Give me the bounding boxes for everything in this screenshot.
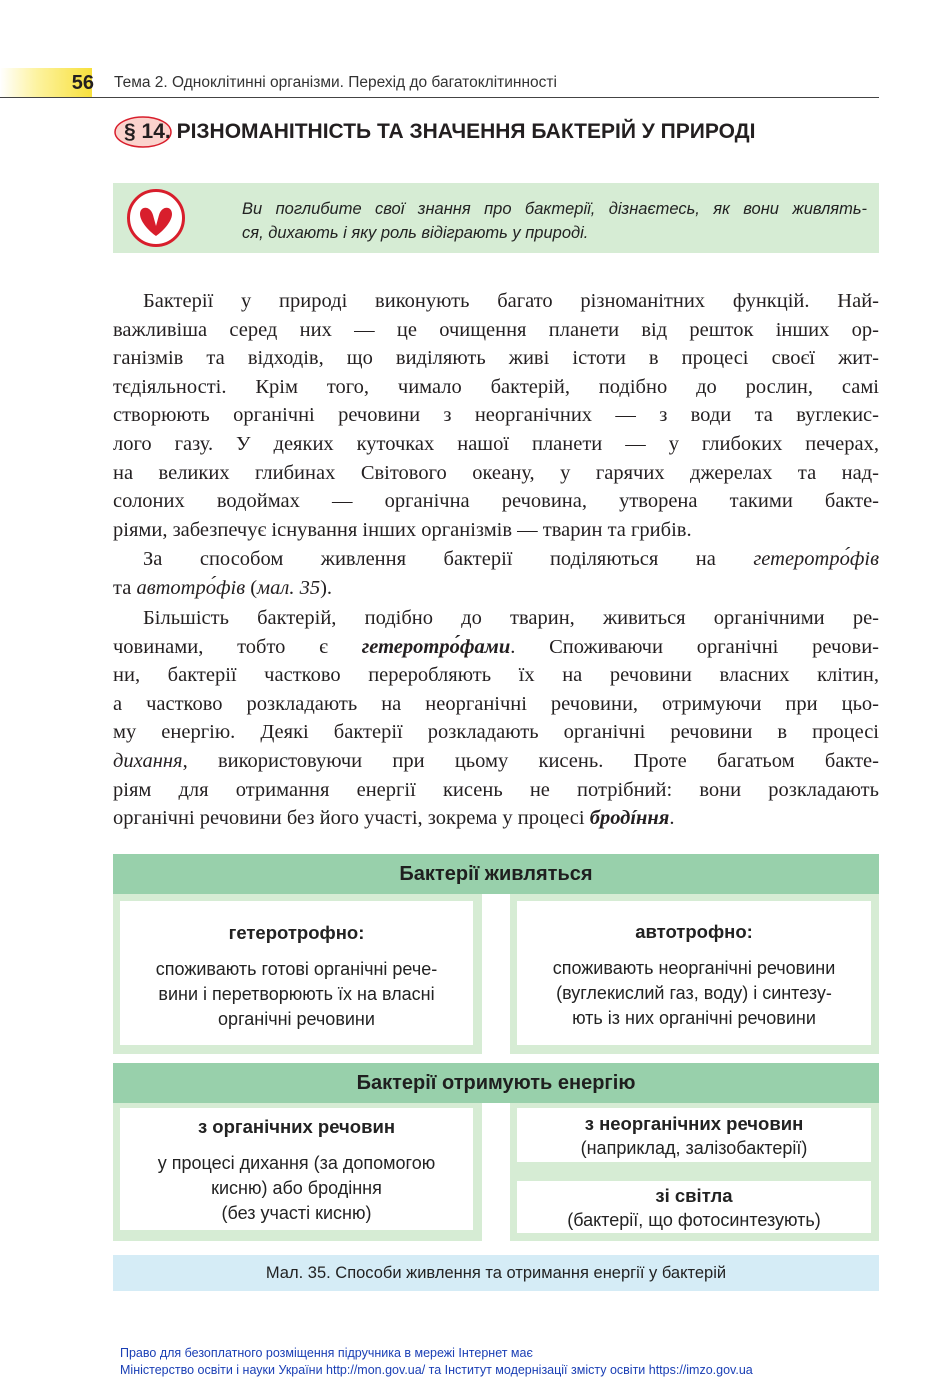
header-rule xyxy=(0,97,879,98)
text-run: За способом живлення бактерії поділяються на xyxy=(143,548,754,570)
text-run: та xyxy=(113,576,137,599)
text-line xyxy=(113,574,879,603)
inorganic-energy-card xyxy=(517,1108,871,1162)
section-heading xyxy=(124,117,755,147)
text-run: , використовуючи при цьому кисень. Проте багатьом бакте- xyxy=(182,749,879,772)
text-run: . xyxy=(669,807,675,830)
text-line: ганізмів та відходів, що виділяють живі істоти в процесі своєї жит- xyxy=(113,347,879,370)
text-run: ). xyxy=(320,576,333,599)
text-line: солоних водоймах — органічна речовина, утворена такими бакте- xyxy=(113,490,879,513)
heterotroph-card xyxy=(120,901,473,1045)
term-respiration: дихання xyxy=(113,749,183,772)
card-line: ють із них органічні речовини xyxy=(572,1008,816,1028)
text-line xyxy=(113,633,879,662)
text-run: органічні речовини без його участі, зокрема у процесі xyxy=(113,807,590,830)
text-line: Бактерії у природі виконують багато різноманітних функцій. Най- xyxy=(143,290,879,312)
text-line: створюють органічні речовини з неорганічних — з води та вуглекис- xyxy=(113,404,879,427)
card-line: споживають неорганічні речовини xyxy=(552,958,836,978)
text-run: ( xyxy=(245,576,258,599)
card-line: органічні речовини xyxy=(218,1009,375,1029)
text-line: ріями, забезпечує існування інших організмів — тварин та грибів. xyxy=(113,518,692,541)
checkmark-icon xyxy=(126,188,186,248)
text-line: важливіша серед них — це очищення планети від решток інших ор- xyxy=(113,318,879,341)
autotroph-card xyxy=(517,901,871,1045)
autotroph-heading: автотрофно: xyxy=(635,921,753,942)
text-line: му енергію. Деякі бактерії розкладають органічні речовини в процесі xyxy=(113,721,879,744)
running-title: Тема 2. Одноклітинні організми. Перехід до багатоклітинності xyxy=(114,74,557,91)
light-energy-heading: зі світла xyxy=(655,1185,733,1206)
card-line: (наприклад, залізобактерії) xyxy=(580,1138,808,1158)
objectives-text xyxy=(242,197,867,245)
footer-line: Право для безоплатного розміщення підручника в мережі Інтернет має xyxy=(120,1346,533,1360)
paragraph-1 xyxy=(113,287,879,544)
card-line: (бактерії, що фотосинтезують) xyxy=(567,1210,821,1230)
light-energy-card xyxy=(517,1181,871,1233)
text-line: ни, бактерії частково переробляють їх на речовини власних клітин, xyxy=(113,664,879,687)
text-line xyxy=(113,804,879,833)
footer-line: Міністерство освіти і науки України http://mon.gov.ua/ та Інститут модернізації змісту освіти https://imzo.gov.ua xyxy=(120,1363,753,1377)
text-line: Більшість бактерій, подібно до тварин, живиться органічними ре- xyxy=(143,607,879,629)
section-title: РІЗНОМАНІТНІСТЬ ТА ЗНАЧЕННЯ БАКТЕРІЙ У ПРИРОДІ xyxy=(176,120,756,143)
paragraph-3 xyxy=(113,604,879,833)
card-line: (без участі кисню) xyxy=(221,1203,372,1223)
objectives-line: ся, дихають і яку роль відіграють у природі. xyxy=(242,224,589,242)
text-line xyxy=(113,545,879,574)
nutrition-header: Бактерії живляться xyxy=(113,854,879,894)
heterotroph-heading: гетеротрофно: xyxy=(228,922,365,943)
inorganic-energy-heading: з неорганічних речовин xyxy=(584,1113,804,1134)
page-number: 56 xyxy=(71,72,94,94)
card-line: кисню) або бродіння xyxy=(211,1178,382,1198)
paragraph-2 xyxy=(113,545,879,602)
figure-caption: Мал. 35. Способи живлення та отримання енергії у бактерій xyxy=(113,1255,879,1291)
term-heterotrophs-bold: гетеротро́фами xyxy=(361,635,511,658)
text-line xyxy=(113,747,879,776)
text-line: ріям для отримання енергії кисень не потрібний: вони розкладають xyxy=(113,778,879,801)
text-line: а частково розкладають на неорганічні речовини, отримуючи при цьо- xyxy=(113,692,879,715)
text-line: тєдіяльності. Крім того, чимало бактерій, подібно до рослин, самі xyxy=(113,375,879,398)
card-line: (вуглекислий газ, воду) і синтезу- xyxy=(556,983,832,1003)
card-line: вини і перетворюють їх на власні xyxy=(158,984,435,1004)
organic-energy-heading: з органічних речовин xyxy=(197,1116,396,1137)
card-line: споживають готові органічні рече- xyxy=(155,959,438,979)
section-number: § 14. xyxy=(124,120,171,143)
text-run: човинами, тобто є xyxy=(113,635,362,658)
text-run: . Споживаючи органічні речови- xyxy=(510,635,879,658)
term-autotrophs: автотро́фів xyxy=(136,576,246,599)
text-line: лого газу. У деяких куточках нашої планети — у глибоких печерах, xyxy=(113,432,879,455)
term-heterotrophs: гетеротро́фів xyxy=(753,548,879,570)
term-fermentation: бродíння xyxy=(589,807,670,830)
objectives-line: Ви поглибите свої знання про бактерії, дізнаєтесь, як вони живлять- xyxy=(242,200,867,218)
figure-reference: мал. 35 xyxy=(257,576,321,599)
copyright-footer xyxy=(120,1345,753,1379)
energy-header: Бактерії отримують енергію xyxy=(113,1063,879,1103)
card-line: у процесі дихання (за допомогою xyxy=(157,1153,436,1173)
text-line: на великих глибинах Світового океану, у гарячих джерелах та над- xyxy=(113,461,879,484)
organic-energy-card xyxy=(120,1108,473,1230)
